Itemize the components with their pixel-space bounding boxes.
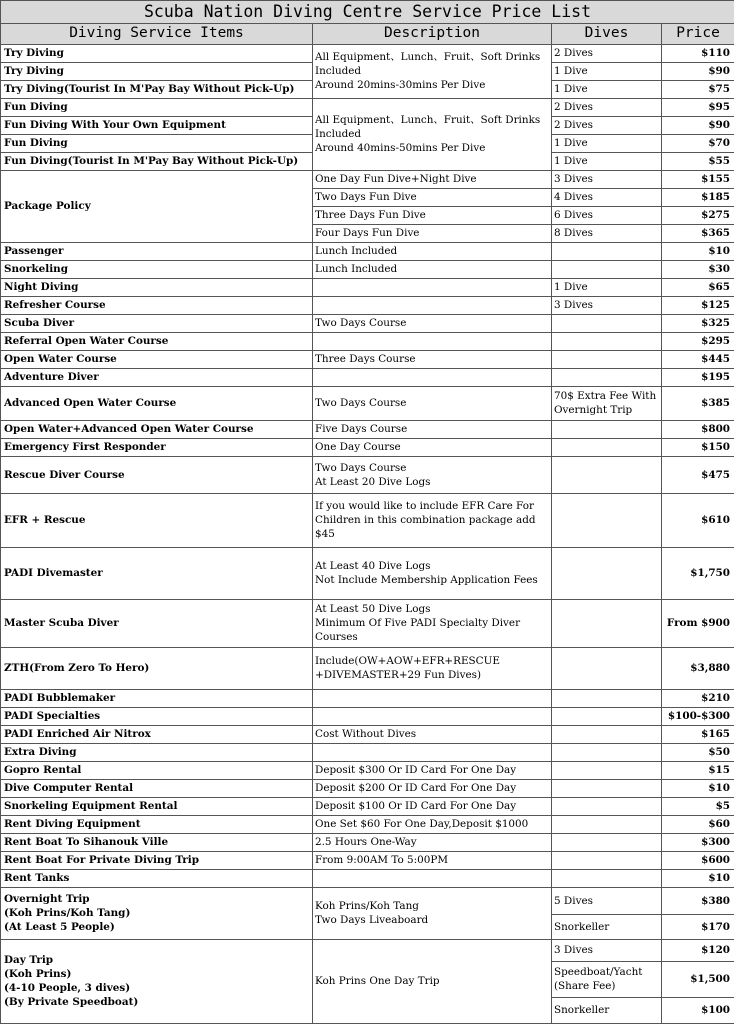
service-description: One Set $60 For One Day,Deposit $1000	[313, 815, 552, 833]
service-dives: 70$ Extra Fee With Overnight Trip	[552, 386, 662, 420]
service-price: $210	[662, 689, 734, 707]
service-price: $10	[662, 242, 734, 260]
service-price: $600	[662, 851, 734, 869]
service-item: Day Trip (Koh Prins) (4-10 People, 3 dives) (By Private Speedboat)	[1, 939, 313, 1023]
service-item: Extra Diving	[1, 743, 313, 761]
service-dives	[552, 833, 662, 851]
service-item: Emergency First Responder	[1, 438, 313, 456]
service-item: PADI Bubblemaker	[1, 689, 313, 707]
service-dives	[552, 456, 662, 493]
service-item: Open Water+Advanced Open Water Course	[1, 420, 313, 438]
header-dives: Dives	[552, 24, 662, 45]
service-dives: 3 Dives	[552, 939, 662, 961]
service-dives	[552, 647, 662, 689]
service-item: Fun Diving	[1, 134, 313, 152]
service-dives	[552, 743, 662, 761]
service-dives: 1 Dive	[552, 134, 662, 152]
service-item: Fun Diving With Your Own Equipment	[1, 116, 313, 134]
service-price: $60	[662, 815, 734, 833]
service-item: Snorkeling	[1, 260, 313, 278]
service-price: $90	[662, 116, 734, 134]
service-dives	[552, 599, 662, 647]
service-price: $125	[662, 296, 734, 314]
service-dives: 3 Dives	[552, 170, 662, 188]
table-row	[1, 332, 734, 350]
service-description: Koh Prins One Day Trip	[313, 939, 552, 1023]
service-item: Try Diving	[1, 62, 313, 80]
table-row	[1, 170, 734, 188]
service-description: Deposit $100 Or ID Card For One Day	[313, 797, 552, 815]
service-description: Lunch Included	[313, 260, 552, 278]
service-price: $325	[662, 314, 734, 332]
service-dives: 6 Dives	[552, 206, 662, 224]
table-row	[1, 599, 734, 647]
service-description: Deposit $200 Or ID Card For One Day	[313, 779, 552, 797]
service-dives: 1 Dive	[552, 62, 662, 80]
service-price: $95	[662, 98, 734, 116]
table-row	[1, 350, 734, 368]
service-price: $475	[662, 456, 734, 493]
table-row	[1, 456, 734, 493]
service-dives	[552, 420, 662, 438]
table-row	[1, 743, 734, 761]
service-description: From 9:00AM To 5:00PM	[313, 851, 552, 869]
service-dives: 2 Dives	[552, 116, 662, 134]
service-description	[313, 743, 552, 761]
service-price: $100	[662, 997, 734, 1023]
table-row	[1, 368, 734, 386]
service-description: Three Days Fun Dive	[313, 206, 552, 224]
service-price: $610	[662, 493, 734, 547]
service-price: $185	[662, 188, 734, 206]
service-item: Refresher Course	[1, 296, 313, 314]
service-dives: Snorkeller	[552, 914, 662, 939]
table-row	[1, 869, 734, 887]
service-item: Try Diving	[1, 44, 313, 62]
service-item: Try Diving(Tourist In M'Pay Bay Without Pick-Up)	[1, 80, 313, 98]
service-item: Rent Tanks	[1, 869, 313, 887]
service-description: All Equipment、Lunch、Fruit、Soft Drinks Included Around 20mins-30mins Per Dive	[313, 44, 552, 98]
service-item: EFR + Rescue	[1, 493, 313, 547]
service-price: $1,500	[662, 961, 734, 997]
table-row	[1, 815, 734, 833]
service-description: Lunch Included	[313, 242, 552, 260]
service-dives	[552, 761, 662, 779]
service-dives: 1 Dive	[552, 80, 662, 98]
service-description: Cost Without Dives	[313, 725, 552, 743]
table-row	[1, 689, 734, 707]
service-item: Overnight Trip (Koh Prins/Koh Tang) (At Least 5 People)	[1, 887, 313, 939]
service-dives	[552, 725, 662, 743]
service-dives: 8 Dives	[552, 224, 662, 242]
price-rows	[1, 44, 734, 1023]
service-description: Include(OW+AOW+EFR+RESCUE +DIVEMASTER+29 Fun Dives)	[313, 647, 552, 689]
header-items: Diving Service Items	[1, 24, 313, 45]
table-row	[1, 725, 734, 743]
service-item: Package Policy	[1, 170, 313, 242]
service-description: Two Days Fun Dive	[313, 188, 552, 206]
service-dives: 4 Dives	[552, 188, 662, 206]
service-price: $65	[662, 278, 734, 296]
service-price: $300	[662, 833, 734, 851]
service-price: $110	[662, 44, 734, 62]
service-dives	[552, 493, 662, 547]
table-row	[1, 779, 734, 797]
table-row	[1, 242, 734, 260]
service-item: Fun Diving	[1, 98, 313, 116]
service-price: $75	[662, 80, 734, 98]
table-row	[1, 438, 734, 456]
service-description: One Day Fun Dive+Night Dive	[313, 170, 552, 188]
service-description: Three Days Course	[313, 350, 552, 368]
table-row	[1, 547, 734, 599]
service-price: From $900	[662, 599, 734, 647]
service-dives	[552, 438, 662, 456]
table-row	[1, 851, 734, 869]
service-item: PADI Specialties	[1, 707, 313, 725]
service-item: Dive Computer Rental	[1, 779, 313, 797]
service-item: ZTH(From Zero To Hero)	[1, 647, 313, 689]
service-description: At Least 40 Dive Logs Not Include Membership Application Fees	[313, 547, 552, 599]
service-item: Rent Boat To Sihanouk Ville	[1, 833, 313, 851]
service-item: Referral Open Water Course	[1, 332, 313, 350]
table-row	[1, 314, 734, 332]
service-dives: 1 Dive	[552, 152, 662, 170]
page-title: Scuba Nation Diving Centre Service Price List	[1, 1, 734, 24]
service-description	[313, 332, 552, 350]
service-price: $30	[662, 260, 734, 278]
service-description: One Day Course	[313, 438, 552, 456]
service-description: Five Days Course	[313, 420, 552, 438]
service-price: $55	[662, 152, 734, 170]
service-dives	[552, 779, 662, 797]
table-row	[1, 887, 734, 914]
table-row	[1, 647, 734, 689]
table-row	[1, 278, 734, 296]
service-description	[313, 278, 552, 296]
service-price: $10	[662, 779, 734, 797]
service-price: $5	[662, 797, 734, 815]
service-item: Master Scuba Diver	[1, 599, 313, 647]
service-item: Rent Diving Equipment	[1, 815, 313, 833]
header-price: Price	[662, 24, 734, 45]
service-price: $165	[662, 725, 734, 743]
service-price: $800	[662, 420, 734, 438]
service-dives: 1 Dive	[552, 278, 662, 296]
service-price: $380	[662, 887, 734, 914]
service-dives: Speedboat/Yacht (Share Fee)	[552, 961, 662, 997]
service-price: $100-$300	[662, 707, 734, 725]
table-row	[1, 797, 734, 815]
service-description: Two Days Course At Least 20 Dive Logs	[313, 456, 552, 493]
table-row	[1, 833, 734, 851]
service-description: Two Days Course	[313, 386, 552, 420]
table-row	[1, 420, 734, 438]
service-description: Koh Prins/Koh Tang Two Days Liveaboard	[313, 887, 552, 939]
service-item: Advanced Open Water Course	[1, 386, 313, 420]
service-dives	[552, 707, 662, 725]
service-description: Four Days Fun Dive	[313, 224, 552, 242]
service-item: Rescue Diver Course	[1, 456, 313, 493]
service-price: $10	[662, 869, 734, 887]
service-description: Two Days Course	[313, 314, 552, 332]
table-row	[1, 296, 734, 314]
service-price: $275	[662, 206, 734, 224]
service-price: $385	[662, 386, 734, 420]
service-description: At Least 50 Dive Logs Minimum Of Five PADI Specialty Diver Courses	[313, 599, 552, 647]
service-item: Scuba Diver	[1, 314, 313, 332]
header-description: Description	[313, 24, 552, 45]
service-price: $195	[662, 368, 734, 386]
service-price: $365	[662, 224, 734, 242]
service-price: $155	[662, 170, 734, 188]
service-dives: 2 Dives	[552, 98, 662, 116]
service-dives: Snorkeller	[552, 997, 662, 1023]
service-dives: 3 Dives	[552, 296, 662, 314]
service-item: Adventure Diver	[1, 368, 313, 386]
table-row	[1, 707, 734, 725]
service-item: Passenger	[1, 242, 313, 260]
service-price: $50	[662, 743, 734, 761]
service-price: $150	[662, 438, 734, 456]
service-price: $1,750	[662, 547, 734, 599]
table-row	[1, 98, 734, 116]
service-dives	[552, 332, 662, 350]
service-description: Deposit $300 Or ID Card For One Day	[313, 761, 552, 779]
service-item: Open Water Course	[1, 350, 313, 368]
table-row	[1, 260, 734, 278]
service-dives	[552, 368, 662, 386]
table-row	[1, 939, 734, 961]
service-dives: 5 Dives	[552, 887, 662, 914]
service-dives	[552, 815, 662, 833]
service-item: Snorkeling Equipment Rental	[1, 797, 313, 815]
service-dives	[552, 689, 662, 707]
service-item: Rent Boat For Private Diving Trip	[1, 851, 313, 869]
service-description: If you would like to include EFR Care For Children in this combination package add $45	[313, 493, 552, 547]
service-price: $15	[662, 761, 734, 779]
service-dives	[552, 851, 662, 869]
service-price: $120	[662, 939, 734, 961]
service-price: $295	[662, 332, 734, 350]
service-dives	[552, 350, 662, 368]
table-row	[1, 493, 734, 547]
service-item: PADI Divemaster	[1, 547, 313, 599]
service-price: $3,880	[662, 647, 734, 689]
service-dives: 2 Dives	[552, 44, 662, 62]
service-dives	[552, 260, 662, 278]
service-description	[313, 869, 552, 887]
service-description	[313, 296, 552, 314]
service-dives	[552, 547, 662, 599]
service-description	[313, 689, 552, 707]
service-price: $70	[662, 134, 734, 152]
service-item: PADI Enriched Air Nitrox	[1, 725, 313, 743]
service-item: Gopro Rental	[1, 761, 313, 779]
service-description	[313, 368, 552, 386]
service-price: $445	[662, 350, 734, 368]
service-item: Fun Diving(Tourist In M'Pay Bay Without Pick-Up)	[1, 152, 313, 170]
service-price: $90	[662, 62, 734, 80]
table-row	[1, 761, 734, 779]
service-item: Night Diving	[1, 278, 313, 296]
service-dives	[552, 869, 662, 887]
service-price: $170	[662, 914, 734, 939]
service-dives	[552, 242, 662, 260]
service-dives	[552, 797, 662, 815]
table-row	[1, 44, 734, 62]
table-row	[1, 386, 734, 420]
service-dives	[552, 314, 662, 332]
service-description: 2.5 Hours One-Way	[313, 833, 552, 851]
service-description: All Equipment、Lunch、Fruit、Soft Drinks Included Around 40mins-50mins Per Dive	[313, 98, 552, 170]
service-description	[313, 707, 552, 725]
